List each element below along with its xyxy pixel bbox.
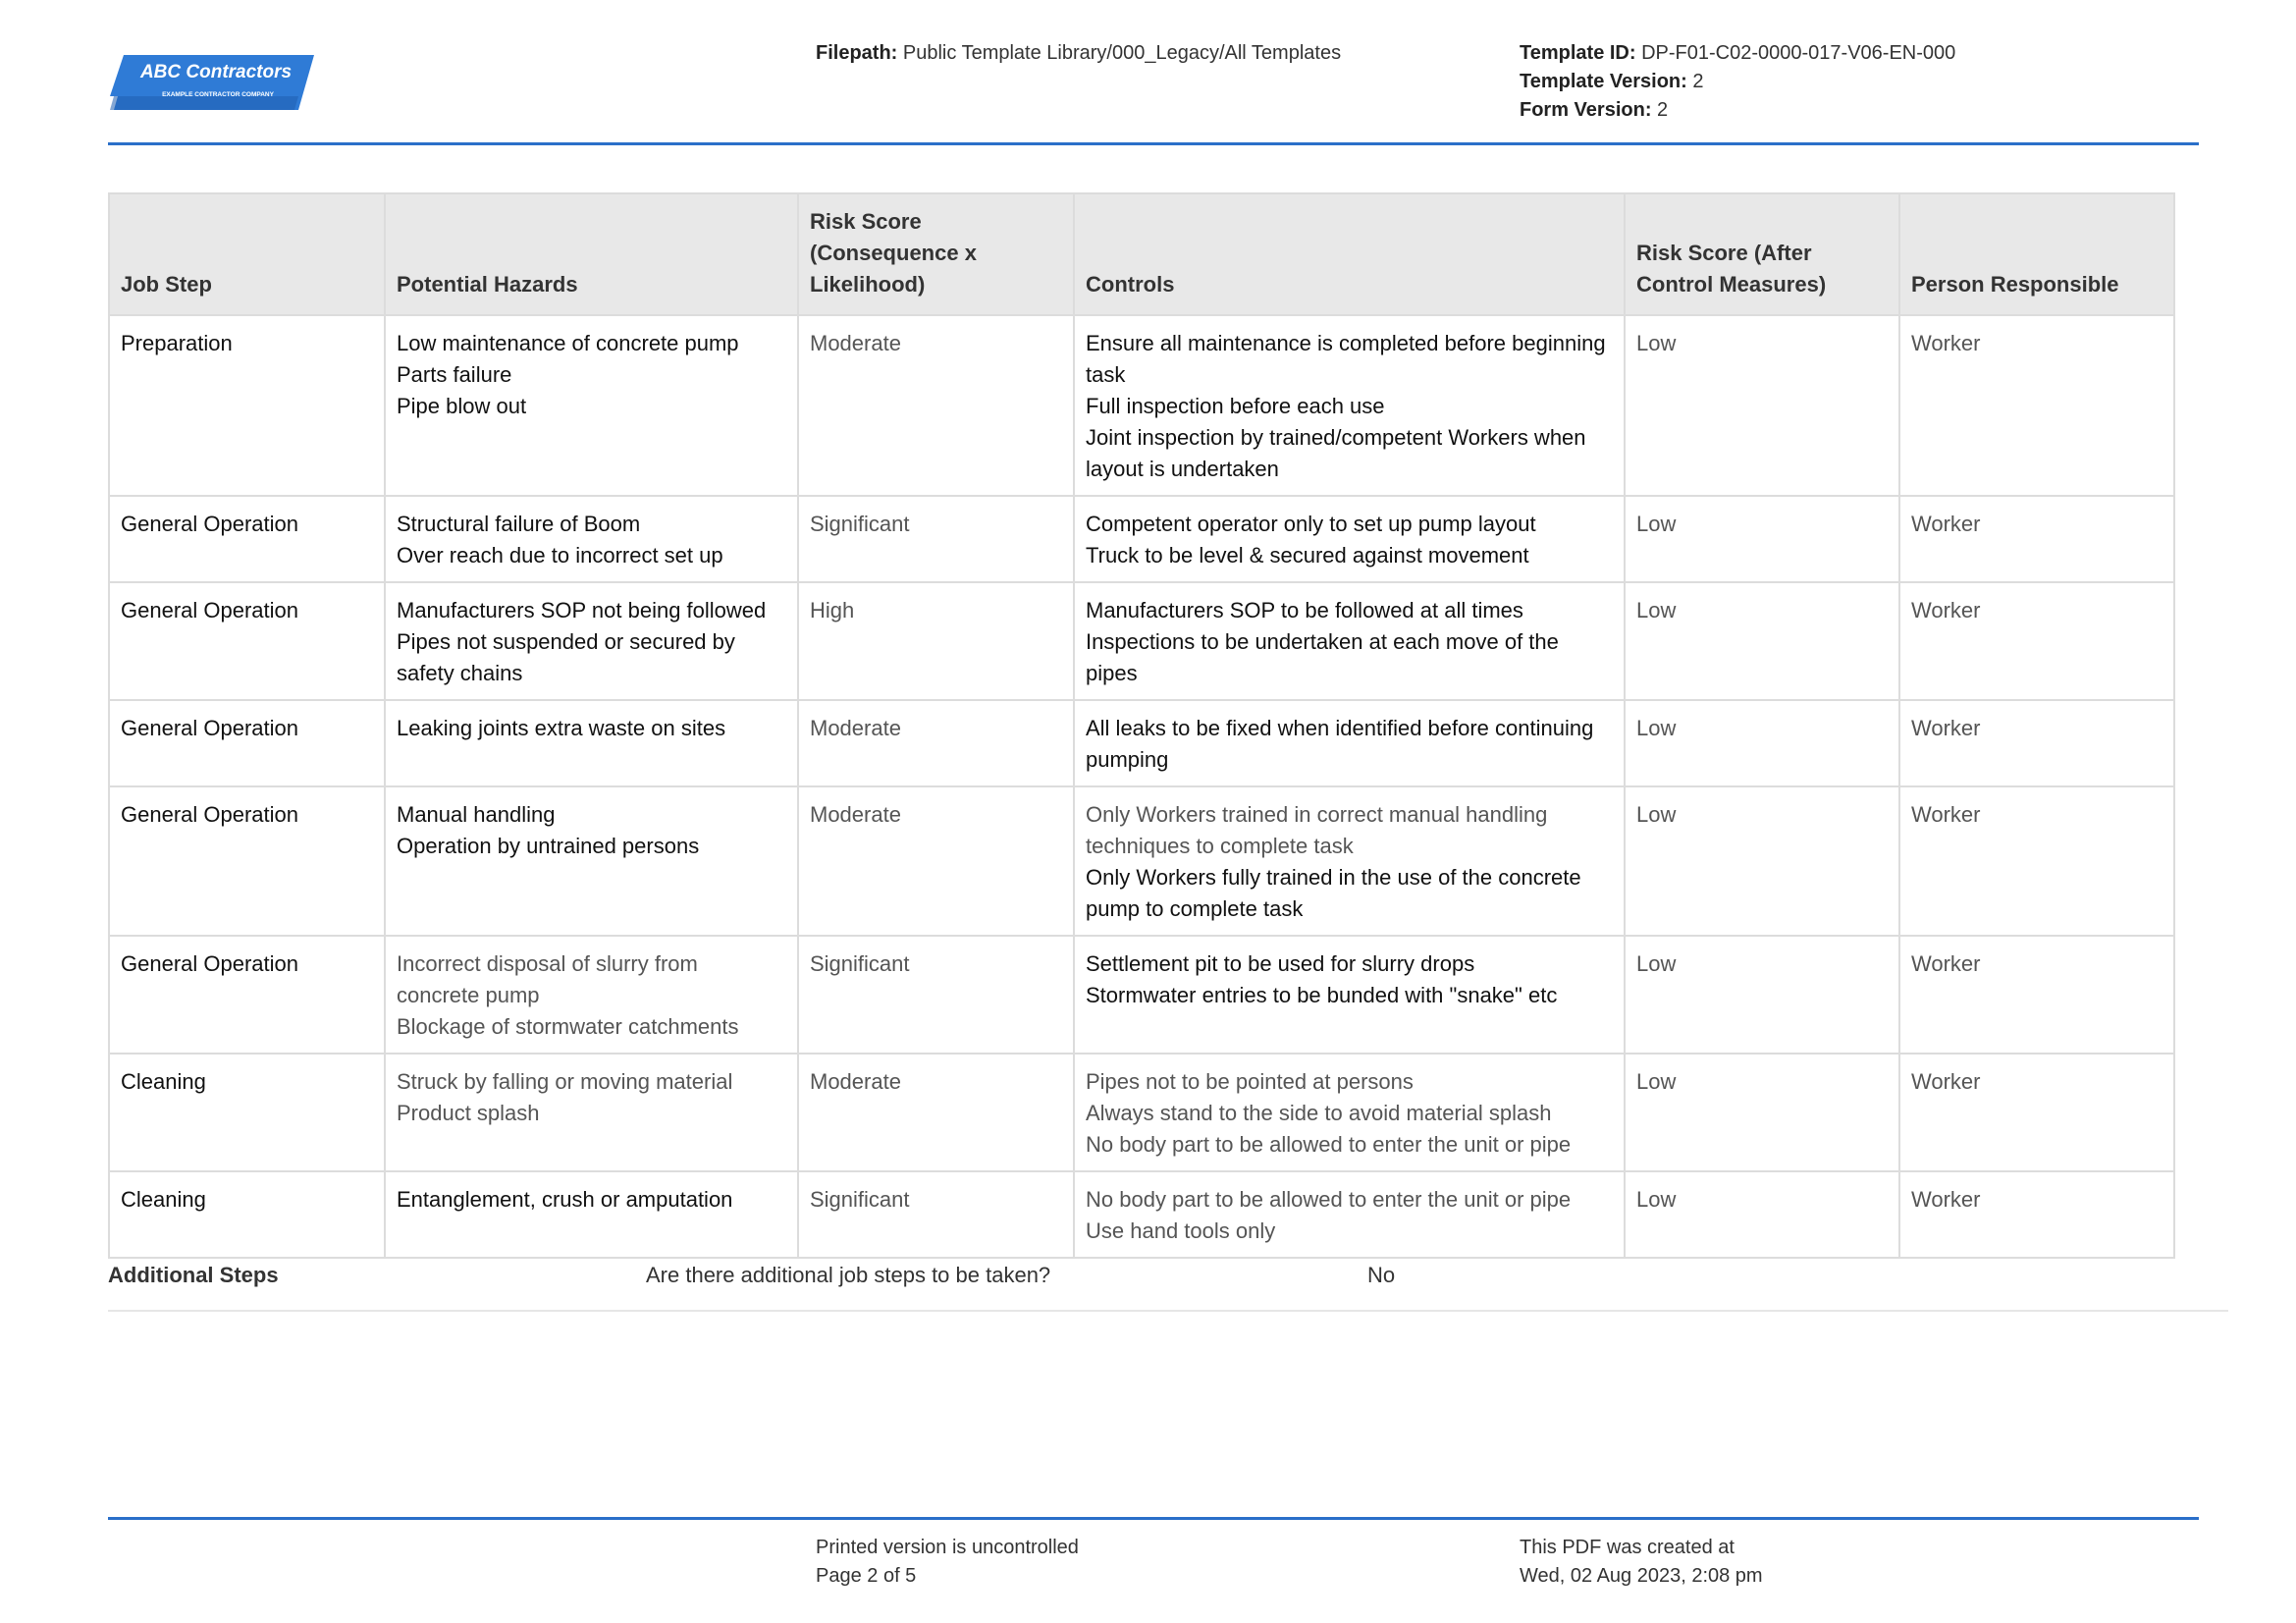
logo-subtext: EXAMPLE CONTRACTOR COMPANY xyxy=(162,91,274,98)
hazards-cell-line: Incorrect disposal of slurry from concrete pump xyxy=(397,951,698,1007)
hazards-cell-line: Low maintenance of concrete pump xyxy=(397,331,739,355)
header-risk-line: (Consequence x xyxy=(810,241,977,265)
person-responsible-cell: Worker xyxy=(1899,496,2174,582)
risk-score-cell: Significant xyxy=(798,936,1074,1054)
controls-cell-line: Use hand tools only xyxy=(1086,1218,1276,1243)
header-divider xyxy=(108,142,2199,145)
hazards-cell-line: Blockage of stormwater catchments xyxy=(397,1014,739,1039)
job-step-cell: General Operation xyxy=(109,496,385,582)
table-row xyxy=(109,582,2174,700)
table-row xyxy=(109,496,2174,582)
template-id-label: Template ID: xyxy=(1520,42,1636,64)
footer-page-number: Page 2 of 5 xyxy=(816,1565,917,1587)
table-header-row xyxy=(109,193,2174,315)
additional-steps-question: Are there additional job steps to be taken? xyxy=(646,1263,1051,1287)
hazards-cell xyxy=(385,1054,798,1171)
header-potential-hazards: Potential Hazards xyxy=(385,193,798,315)
hazards-cell-line: Pipe blow out xyxy=(397,394,527,418)
header-risk-after xyxy=(1625,193,1899,315)
header-risk-line: Risk Score xyxy=(810,209,922,234)
controls-cell xyxy=(1074,496,1625,582)
hazards-cell-line: Product splash xyxy=(397,1101,540,1125)
risk-score-cell: Moderate xyxy=(798,786,1074,936)
controls-cell-line: Pipes not to be pointed at persons xyxy=(1086,1069,1414,1094)
form-version-value: 2 xyxy=(1657,99,1669,121)
hazards-cell xyxy=(385,582,798,700)
controls-cell-line: Always stand to the side to avoid material splash xyxy=(1086,1101,1552,1125)
person-responsible-cell: Worker xyxy=(1899,1054,2174,1171)
header-risk-after-line: Risk Score (After xyxy=(1636,241,1812,265)
job-step-cell: Cleaning xyxy=(109,1171,385,1258)
controls-cell-line: Settlement pit to be used for slurry drops xyxy=(1086,951,1475,976)
hazards-cell-line: Parts failure xyxy=(397,362,512,387)
person-responsible-cell: Worker xyxy=(1899,1171,2174,1258)
job-step-cell: Cleaning xyxy=(109,1054,385,1171)
filepath-label: Filepath: xyxy=(816,42,898,64)
hazards-cell-line: Over reach due to incorrect set up xyxy=(397,543,723,568)
template-info xyxy=(1520,39,1955,125)
controls-cell xyxy=(1074,1054,1625,1171)
footer-created-label: This PDF was created at xyxy=(1520,1537,1735,1558)
form-version xyxy=(1520,96,1955,125)
table-row xyxy=(109,1171,2174,1258)
template-id-value: DP-F01-C02-0000-017-V06-EN-000 xyxy=(1641,42,1956,64)
risk-score-cell: Moderate xyxy=(798,315,1074,496)
person-responsible-cell: Worker xyxy=(1899,936,2174,1054)
template-version xyxy=(1520,68,1955,96)
hazards-cell-line: Pipes not suspended or secured by safety chains xyxy=(397,629,735,685)
risk-after-cell: Low xyxy=(1625,582,1899,700)
controls-cell-line: Joint inspection by trained/competent Workers when layout is undertaken xyxy=(1086,425,1586,481)
controls-cell-line: No body part to be allowed to enter the unit or pipe xyxy=(1086,1187,1572,1212)
hazards-cell xyxy=(385,315,798,496)
header-risk-after-line: Control Measures) xyxy=(1636,272,1827,297)
header-job-step: Job Step xyxy=(109,193,385,315)
risk-score-cell: High xyxy=(798,582,1074,700)
hazards-cell xyxy=(385,786,798,936)
controls-cell-line: Inspections to be undertaken at each move of the pipes xyxy=(1086,629,1559,685)
hazards-cell-line: Entanglement, crush or amputation xyxy=(397,1187,733,1212)
controls-cell-line: Manufacturers SOP to be followed at all times xyxy=(1086,598,1523,622)
controls-cell-line: Truck to be level & secured against movement xyxy=(1086,543,1529,568)
job-step-cell: General Operation xyxy=(109,582,385,700)
job-step-cell: General Operation xyxy=(109,936,385,1054)
hazards-cell-line: Manual handling xyxy=(397,802,556,827)
person-responsible-cell: Worker xyxy=(1899,315,2174,496)
hazards-cell-line: Operation by untrained persons xyxy=(397,834,700,858)
footer-divider xyxy=(108,1517,2199,1520)
controls-cell-line: Only Workers fully trained in the use of the concrete pump to complete task xyxy=(1086,865,1581,921)
header-risk-line: Likelihood) xyxy=(810,272,926,297)
job-step-cell: General Operation xyxy=(109,700,385,786)
template-id xyxy=(1520,39,1955,68)
abc-contractors-logo xyxy=(110,53,316,112)
footer-uncontrolled: Printed version is uncontrolled xyxy=(816,1537,1079,1558)
risk-after-cell: Low xyxy=(1625,1171,1899,1258)
controls-cell xyxy=(1074,1171,1625,1258)
controls-cell xyxy=(1074,786,1625,936)
controls-cell xyxy=(1074,936,1625,1054)
controls-cell xyxy=(1074,315,1625,496)
risk-after-cell: Low xyxy=(1625,496,1899,582)
table-row xyxy=(109,786,2174,936)
risk-score-cell: Significant xyxy=(798,1171,1074,1258)
controls-cell-line: Only Workers trained in correct manual handling techniques to complete task xyxy=(1086,802,1548,858)
hazards-cell-line: Leaking joints extra waste on sites xyxy=(397,716,726,740)
person-responsible-cell: Worker xyxy=(1899,582,2174,700)
table-row xyxy=(109,1054,2174,1171)
controls-cell-line: Stormwater entries to be bunded with "snake" etc xyxy=(1086,983,1558,1007)
risk-after-cell: Low xyxy=(1625,1054,1899,1171)
controls-cell-line: No body part to be allowed to enter the unit or pipe xyxy=(1086,1132,1572,1157)
filepath xyxy=(816,39,1341,68)
hazards-cell xyxy=(385,496,798,582)
risk-score-cell: Moderate xyxy=(798,700,1074,786)
risk-after-cell: Low xyxy=(1625,700,1899,786)
filepath-value: Public Template Library/000_Legacy/All Templates xyxy=(902,42,1342,64)
form-version-label: Form Version: xyxy=(1520,99,1652,121)
additional-steps-answer: No xyxy=(1367,1263,1396,1287)
logo-text: ABC Contractors xyxy=(139,62,293,82)
header-controls: Controls xyxy=(1074,193,1625,315)
header-person-responsible: Person Responsible xyxy=(1899,193,2174,315)
hazards-cell xyxy=(385,1171,798,1258)
template-version-label: Template Version: xyxy=(1520,71,1687,92)
hazards-cell-line: Manufacturers SOP not being followed xyxy=(397,598,767,622)
table-row xyxy=(109,700,2174,786)
risk-assessment-table xyxy=(108,192,2175,1259)
additional-steps-label: Additional Steps xyxy=(108,1263,279,1287)
controls-cell-line: All leaks to be fixed when identified before continuing pumping xyxy=(1086,716,1594,772)
table-row xyxy=(109,936,2174,1054)
hazards-cell-line: Structural failure of Boom xyxy=(397,512,641,536)
person-responsible-cell: Worker xyxy=(1899,786,2174,936)
person-responsible-cell: Worker xyxy=(1899,700,2174,786)
job-step-cell: Preparation xyxy=(109,315,385,496)
hazards-cell xyxy=(385,936,798,1054)
footer-created-info xyxy=(1520,1534,1763,1591)
header-risk-score xyxy=(798,193,1074,315)
risk-score-cell: Significant xyxy=(798,496,1074,582)
controls-cell xyxy=(1074,582,1625,700)
hazards-cell xyxy=(385,700,798,786)
job-step-cell: General Operation xyxy=(109,786,385,936)
risk-score-cell: Moderate xyxy=(798,1054,1074,1171)
template-version-value: 2 xyxy=(1692,71,1704,92)
risk-after-cell: Low xyxy=(1625,936,1899,1054)
controls-cell xyxy=(1074,700,1625,786)
table-row xyxy=(109,315,2174,496)
risk-after-cell: Low xyxy=(1625,315,1899,496)
hazards-cell-line: Struck by falling or moving material xyxy=(397,1069,733,1094)
footer-created-value: Wed, 02 Aug 2023, 2:08 pm xyxy=(1520,1565,1763,1587)
controls-cell-line: Competent operator only to set up pump layout xyxy=(1086,512,1536,536)
footer-print-info xyxy=(816,1534,1079,1591)
controls-cell-line: Ensure all maintenance is completed before beginning task xyxy=(1086,331,1606,387)
controls-cell-line: Full inspection before each use xyxy=(1086,394,1385,418)
risk-after-cell: Low xyxy=(1625,786,1899,936)
additional-steps-row xyxy=(108,1263,2228,1312)
